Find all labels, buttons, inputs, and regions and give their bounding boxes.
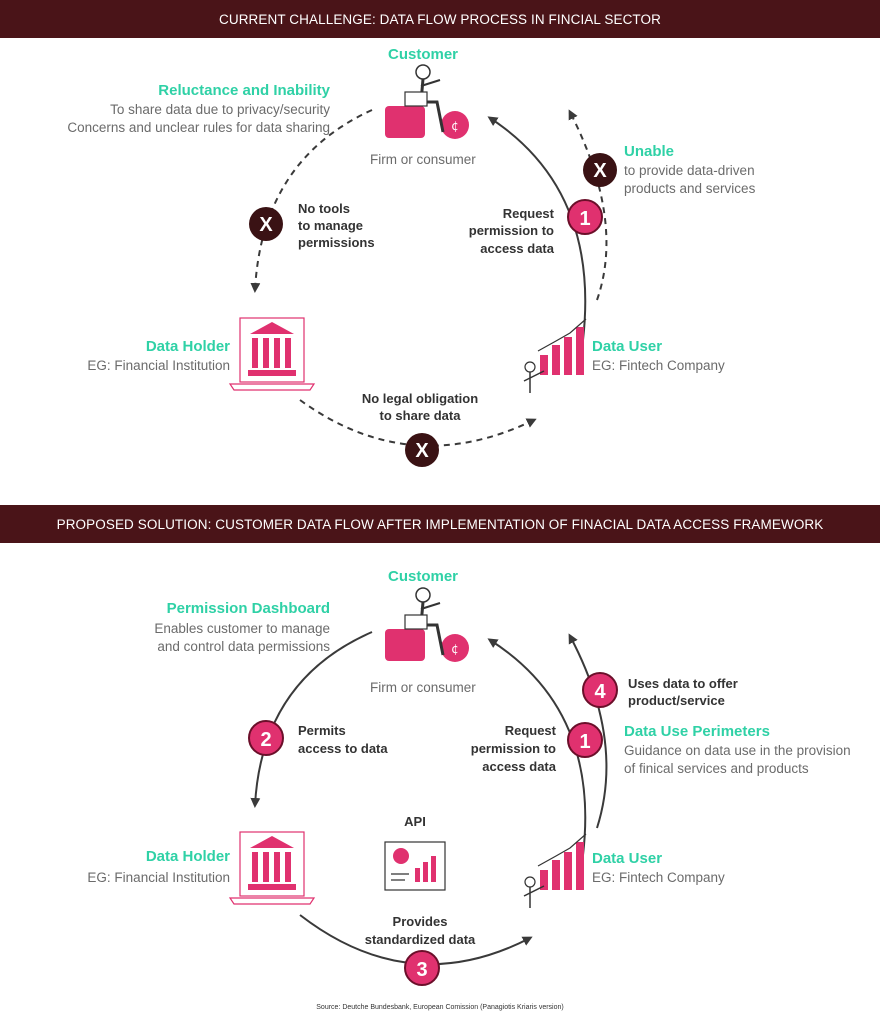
svg-text:4: 4 bbox=[594, 681, 606, 703]
bottom-perimeters-title: Data Use Perimeters bbox=[624, 723, 770, 740]
top-request-line2: permission to bbox=[468, 223, 554, 238]
source-note: Source: Deutche Bundesbank, European Comission (Panagiotis Kriaris version) bbox=[316, 1004, 564, 1011]
svg-text:¢: ¢ bbox=[451, 642, 459, 656]
bottom-request-line3: access data bbox=[482, 759, 556, 774]
bottom-perimeters-line2: of finical services and products bbox=[624, 761, 809, 776]
top-unable-line1: to provide data-driven bbox=[624, 163, 755, 178]
bottom-provides-line1: Provides bbox=[392, 914, 448, 929]
x-icon: X bbox=[259, 214, 273, 236]
bottom-request-line1: Request bbox=[504, 723, 556, 738]
bottom-number-badge-2 bbox=[249, 721, 283, 755]
top-data-user-subtitle: EG: Fintech Company bbox=[592, 358, 725, 373]
svg-text:¢: ¢ bbox=[451, 119, 459, 133]
bottom-dashboard-line2: and control data permissions bbox=[157, 639, 330, 654]
top-reluctance-line1: To share data due to privacy/security bbox=[110, 102, 330, 117]
top-banner: CURRENT CHALLENGE: DATA FLOW PROCESS IN FINCIAL SECTOR bbox=[0, 0, 880, 38]
bottom-uses-line1: Uses data to offer bbox=[628, 676, 738, 691]
top-customer-subtitle: Firm or consumer bbox=[370, 152, 476, 167]
bottom-number-badge-1 bbox=[568, 723, 602, 757]
bottom-permits-line2: access to data bbox=[298, 741, 388, 756]
svg-text:3: 3 bbox=[416, 959, 428, 981]
top-customer-title: Customer bbox=[388, 46, 459, 63]
top-no-legal-line2: to share data bbox=[379, 408, 461, 423]
bottom-api-label: API bbox=[404, 814, 426, 829]
bottom-data-user-title: Data User bbox=[592, 850, 663, 867]
top-no-tools-line2: to manage bbox=[298, 218, 364, 233]
bottom-request-line2: permission to bbox=[470, 741, 556, 756]
bottom-customer-subtitle: Firm or consumer bbox=[370, 680, 476, 695]
bottom-banner: PROPOSED SOLUTION: CUSTOMER DATA FLOW AFTER IMPLEMENTATION OF FINACIAL DATA ACCESS FRAMEWORK bbox=[0, 505, 880, 543]
top-data-user-title: Data User bbox=[592, 338, 663, 355]
top-no-tools-line1: No tools bbox=[298, 201, 350, 216]
bottom-uses-line2: product/service bbox=[628, 693, 725, 708]
top-request-line1: Request bbox=[502, 206, 554, 221]
bottom-number-badge-4 bbox=[583, 673, 617, 707]
bottom-dashboard-line1: Enables customer to manage bbox=[154, 621, 330, 636]
svg-text:1: 1 bbox=[579, 208, 591, 230]
top-unable-title: Unable bbox=[624, 143, 675, 160]
bottom-number-badge-3 bbox=[405, 951, 439, 985]
bottom-permits-line1: Permits bbox=[298, 723, 346, 738]
svg-text:2: 2 bbox=[260, 729, 272, 751]
top-no-tools-line3: permissions bbox=[298, 235, 375, 250]
bottom-data-user-subtitle: EG: Fintech Company bbox=[592, 870, 725, 885]
top-unable-line2: products and services bbox=[624, 181, 756, 196]
top-data-holder-subtitle: EG: Financial Institution bbox=[87, 358, 230, 373]
top-reluctance-line2: Concerns and unclear rules for data sharing bbox=[67, 120, 330, 135]
bottom-perimeters-line1: Guidance on data use in the provision bbox=[624, 743, 851, 758]
x-icon: X bbox=[593, 160, 607, 182]
x-icon: X bbox=[415, 440, 429, 462]
bottom-data-holder-title: Data Holder bbox=[145, 848, 230, 865]
svg-text:1: 1 bbox=[579, 731, 591, 753]
bottom-dashboard-title: Permission Dashboard bbox=[166, 600, 330, 617]
top-request-line3: access data bbox=[480, 241, 554, 256]
bottom-provides-line2: standardized data bbox=[364, 932, 476, 947]
top-reluctance-title: Reluctance and Inability bbox=[158, 82, 330, 99]
top-no-legal-line1: No legal obligation bbox=[361, 391, 479, 406]
top-data-holder-title: Data Holder bbox=[145, 338, 230, 355]
bottom-data-holder-subtitle: EG: Financial Institution bbox=[87, 870, 230, 885]
bottom-customer-title: Customer bbox=[388, 568, 459, 585]
